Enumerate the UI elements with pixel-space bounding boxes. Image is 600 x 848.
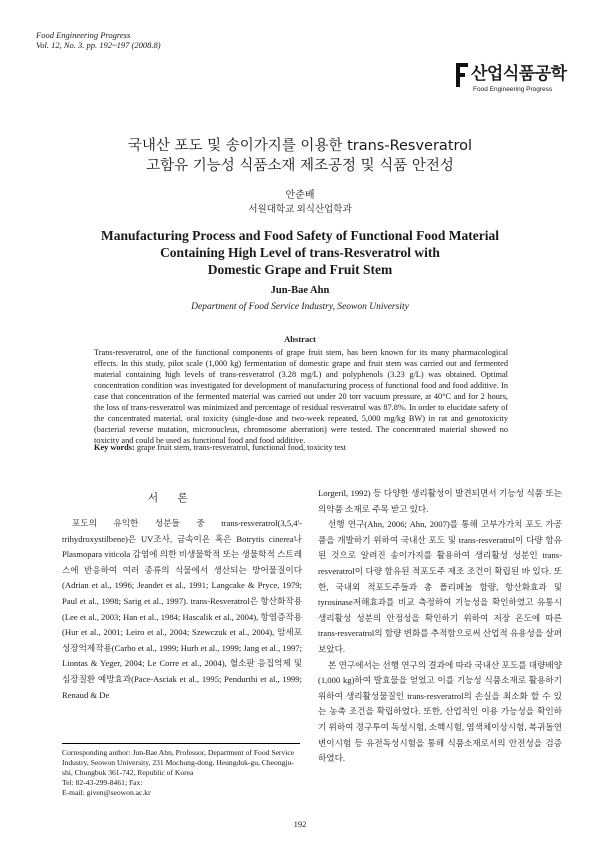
english-title-line-1: Manufacturing Process and Food Safety of Functional Food Material	[101, 228, 499, 243]
footnote-corresponding-author: Corresponding author: Jun-Bae Ahn, Professor, Department of Food Service Industry, Seowon University, 231 Mochung-dong, Heungduk-gu, Cheongju-shi, Chungbuk 361-742, Republic of Korea	[62, 748, 295, 777]
korean-title-line-2: 고함유 기능성 식품소재 제조공정 및 식품 안전성	[146, 158, 454, 174]
keywords	[94, 443, 514, 452]
english-affiliation: Department of Food Service Industry, Seowon University	[191, 302, 409, 312]
footnote-email: E-mail: given@seowon.ac.kr	[62, 788, 151, 797]
footnote-telephone: Tel: 82-43-299-8461; Fax:	[62, 778, 143, 787]
korean-title-line-1: 국내산 포도 및 송이가지를 이용한 trans-Resveratrol	[127, 138, 473, 154]
logo-subtitle: Food Engineering Progress	[473, 86, 553, 93]
intro-paragraph-2: 선행 연구(Ahn, 2006; Ahn, 2007)를 통해 고부가가치 포도 가공품을 개발하기 위하여 국내산 포도 및 trans-resveratrol이 다량 함유된 것으로 알려진 송이가지를 활용하여 생리활성 성분인 trans-resveratrol이 다량 함유된 적포도주 제조 조건이 확립된 바 있다. 또한, 국내외 적포도주들과 총 폴리페놀 함량, 항산화효과 및 tyrosinase저해효과를 비교 측정하여 기능성을 확인하였고 유통시 생리활성 성분의 안정성을 확인하기 위하여 저장 온도에 따른 trans-resveratrol의 함량 변화를 추적함으로써 산업적 유용성을 살펴보았다.	[318, 519, 562, 654]
page-number: 192	[293, 819, 307, 829]
journal-logo	[455, 62, 567, 106]
english-title-line-3: Domestic Grape and Fruit Stem	[207, 262, 393, 277]
english-title-line-2: Containing High Level of trans-Resveratrol with	[160, 245, 440, 260]
keywords-text: grape fruit stem, trans-resveratrol, functional food, toxicity test	[136, 443, 347, 452]
keywords-label: Key words:	[94, 443, 135, 452]
intro-paragraph-1: 포도의 유익한 성분들 중 trans-resveratrol(3,5,4'-trihydroxystilbene)은 UV조사, 금속이온 혹은 Botrytis cinerea나 Plasmopara viticola 감염에 의한 비생물학적 또는 생물학적 스트레스에 반응하여 여러 종류의 식물에서 생산되는 방어물질이다(Adrian et al., 1996; Jeandet et al., 1991; Langcake & Pryce, 1979; Paul et al., 1998; Sarig et al., 1997). trans-Resveratrol은 항산화작용(Lee et al., 2003; Han et al., 1984; Hascalik et al., 2004), 항염증작용(Hur et al., 2001; Leiro et al., 2004; Szewczuk et al., 2004), 암세포 성장억제작용(Carbo et al., 1999; Hurh et al., 1999; Jang et al., 1997; Liontas & Yeger, 2004; Le Corre et al., 2004), 혈소판 응집억제 및 심장질환 예방효과(Pace-Asciak et al., 1995; Pendurthi et al., 1999; Renaud & De	[62, 518, 302, 700]
abstract-body: Trans-resveratrol, one of the functional components of grape fruit stem, has been known for its many pharmacological effects. In this study, pilot scale (1,000 kg) fermentation of domestic grape and fruit stem was carried out and fermented material containing high levels of trans-resveratrol (3.28 mg/L) and polyphenols (3.23 g/L) was obtained. Optimal concentration condition was investigated for development of manufacturing process of functional food and food additive. In case that concentration of the fermented material was carried out under 20 torr vacuum pressure, at 40°C and for 2 hours, the loss of trans-resveratrol was minimized and percentage of residual resveratrol was 87.8%. In order to elucidate safety of the concentrated material, oral toxicity (single-dose and two-week repeated, 5,000 mg/kg BW) in rat and genotoxicity (bacterial reverse mutation, micronucleus, chromosome aberration) were tested. The concentrated material showed no toxicity and could be used as functional food and food additive.	[94, 348, 508, 445]
right-column	[318, 486, 562, 767]
intro-paragraph-1-continued: Lorgeril, 1992) 등 다양한 생리활성이 발견되면서 기능성 식품 또는 의약품 소재로 주목 받고 있다.	[318, 488, 562, 514]
left-column	[62, 516, 302, 703]
english-title	[0, 227, 600, 278]
korean-title	[0, 136, 600, 176]
logo-mark-icon	[455, 62, 469, 88]
intro-paragraph-3: 본 연구에서는 선행 연구의 결과에 따라 국내산 포도를 대량배양(1,000 kg)하여 발효물을 얻었고 이를 기능성 식품소재로 활용하기 위하여 생리활성물질인 trans-resveratrol의 손실을 최소화 할 수 있는 농축 조건을 확립하였다. 또한, 산업적인 이용 가능성을 확인하기 위하여 경구투여 독성시험, 소핵시험, 염색체이상시험, 복귀돌연변이시험 등 유전독성시험을 통해 식품소재로서의 안전성을 검증하였다.	[318, 659, 562, 764]
footnote	[62, 748, 302, 798]
abstract-heading: Abstract	[284, 334, 316, 344]
journal-citation: Vol. 12, No. 3. pp. 192~197 (2008.8)	[36, 40, 161, 50]
english-author: Jun-Bae Ahn	[270, 285, 330, 296]
korean-affiliation: 서원대학교 외식산업학과	[248, 205, 352, 215]
journal-header	[36, 30, 161, 50]
journal-name: Food Engineering Progress	[36, 30, 131, 40]
section-heading-introduction: 서 론	[148, 492, 196, 504]
footnote-divider	[62, 743, 300, 744]
korean-author: 안준배	[285, 190, 315, 201]
logo-text: 산업식품공학	[471, 64, 567, 84]
